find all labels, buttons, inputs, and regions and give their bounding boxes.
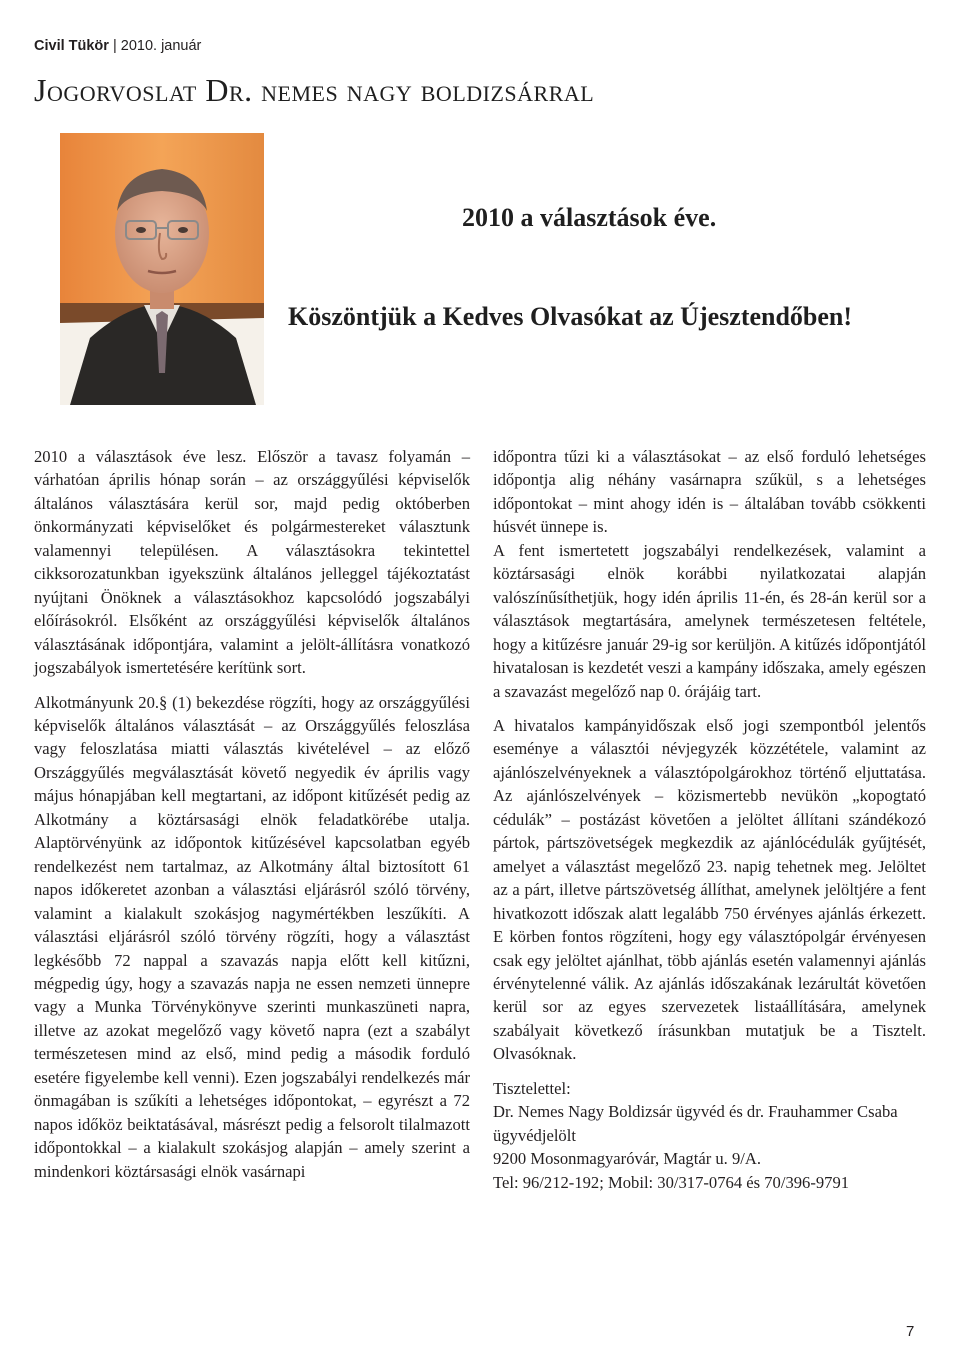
page-header [34,38,201,54]
article-title: Jogorvoslat Dr. nemes nagy boldizsárral [34,72,595,108]
left-paragraph-1: 2010 a választások éve lesz. Először a tavasz folyamán – várhatóan április hónap során – az országgyűlési képviselők általános választására kerül sor, majd pedig októberben önkormányzati képviselőket és polgármestereket választunk valamennyi településen. A választásokra tekintettel cikksorozatunkban igyekszünk általános jelleggel tájékoztatást nyújtani Önöknek a választásokhoz kapcsolódó jogszabályi előírásokról. Elsőként az országgyűlési képviselők általános választásának időpontjára, valamint a jelölt-állításra vonatkozó jogszabályok ismertetésére kerítünk sort. [34,447,470,678]
page-number: 7 [906,1323,915,1340]
signature-names: Dr. Nemes Nagy Boldizsár ügyvéd és dr. Frauhammer Csaba ügyvédjelölt [493,1102,898,1145]
right-paragraph-1: időpontra tűzi ki a választásokat – az első forduló lehetséges időpontja alig néhány vasárnapra szűkül, s a lehetséges időpontokat – mint ahogy idén is – általában tovább csökkenti húsvét ünnepe is. [493,447,926,537]
lead-line-2: Köszöntjük a Kedves Olvasókat az Újesztendőben! [288,302,853,331]
signature-phone: Tel: 96/212-192; Mobil: 30/317-0764 és 70/396-9791 [493,1172,850,1192]
right-column [493,445,926,1194]
portrait-image [60,133,264,405]
header-separator: | [108,38,121,54]
magazine-name: Civil Tükör [34,38,109,54]
right-paragraph-2: A fent ismertetett jogszabályi rendelkezések, valamint a köztársasági elnök korábbi nyilatkozatai alapján valószínűsíthetjük, hogy idén április 11-én, és 28-án kerül sor a választások megtartására, amelynek természetesen feltétele, hogy a kitűzésre január 29-ig sor kerüljön. A kitűzés időpontjától hivatalosan is kezdetét veszi a kampány időszaka, amely egészen a szavazást megelőző nap 0. órájáig tart. [493,540,926,701]
right-paragraph-3: A hivatalos kampányidőszak első jogi szempontból jelentős eseménye a választói névjegyzék közzététele, valamint az ajánlószelvényeknek a választópolgárokhoz történő eljuttatása. Az ajánlószelvények – közismertebb nevükön „kopogtató cédulák” – postázást követően a jelöltet állítani szándékozó pártok, pártszövetségek megkezdik az ajánlócédulák gyűjtését, amelyet a választást megelőző 23. napig tehetnek meg. Jelöltet az a párt, illetve pártszövetség állíthat, amelynek jelöltjére a fent hivatkozott időszak alatt legalább 750 érvényes ajánlás érkezett. E körben fontos rögzíteni, hogy egy választópolgár érvényesen csak egy jelöltet ajánlhat, több ajánlás esetén valamennyi ajánlás érvénytelenné válik. Az ajánlás időszakának lezárultát követően kerül sor az egyes szervezetek listaállítására, amelynek szabályait következő írásunkban mutatjuk be a Tisztelt. Olvasóknak. [493,715,926,1064]
lead-line-1: 2010 a választások éve. [462,203,717,232]
left-column [34,445,470,1183]
issue-date: 2010. január [120,38,202,54]
signature-greeting: Tisztelettel: [493,1078,571,1098]
signature-address: 9200 Mosonmagyaróvár, Magtár u. 9/A. [493,1149,762,1169]
author-photo [60,133,264,405]
left-paragraph-2: Alkotmányunk 20.§ (1) bekezdése rögzíti, hogy az országgyűlési képviselők általános választását – az Országgyűlés feloszlása vagy feloszlatása miatti választás kivételével – az előző Országgyűlés megválasztását követő negyedik év április vagy május hónapjában kell megtartani, az időpont kitűzését pedig az Alkotmány a köztársasági elnök feladatkörébe utalja. Alaptörvényünk az időpontok kitűzésével kapcsolatban egyéb rendelkezést nem tartalmaz, az Alkotmány által biztosított 61 napos időkeretet azonban a választási eljárásról szóló törvény, valamint a kialakult szokásjog nagymértékben leszűkíti. A választási eljárásról szóló törvény rögzíti, hogy a választást legkésőbb 72 nappal a szavazás napja előtt kell kitűzni, mégpedig úgy, hogy a szavazás napja ne essen nemzeti ünnepre vagy a Munka Törvénykönyve szerinti munkaszüneti napra, illetve az azokat megelőző vagy követő napra (ezt a szabályt természetesen mind az első, mind pedig a második forduló esetére figyelembe kell venni). Ezen jogszabályi rendelkezés már önmagában is szűkíti a lehetséges időpontokat, – egyrészt a 72 napos időköz beiktatásával, másrészt pedig a felsorolt tilalmazott időpontokkal – a kialakult szokásjog alapján – amely szerint a mindenkori köztársasági elnök vasárnapi [34,692,470,1181]
